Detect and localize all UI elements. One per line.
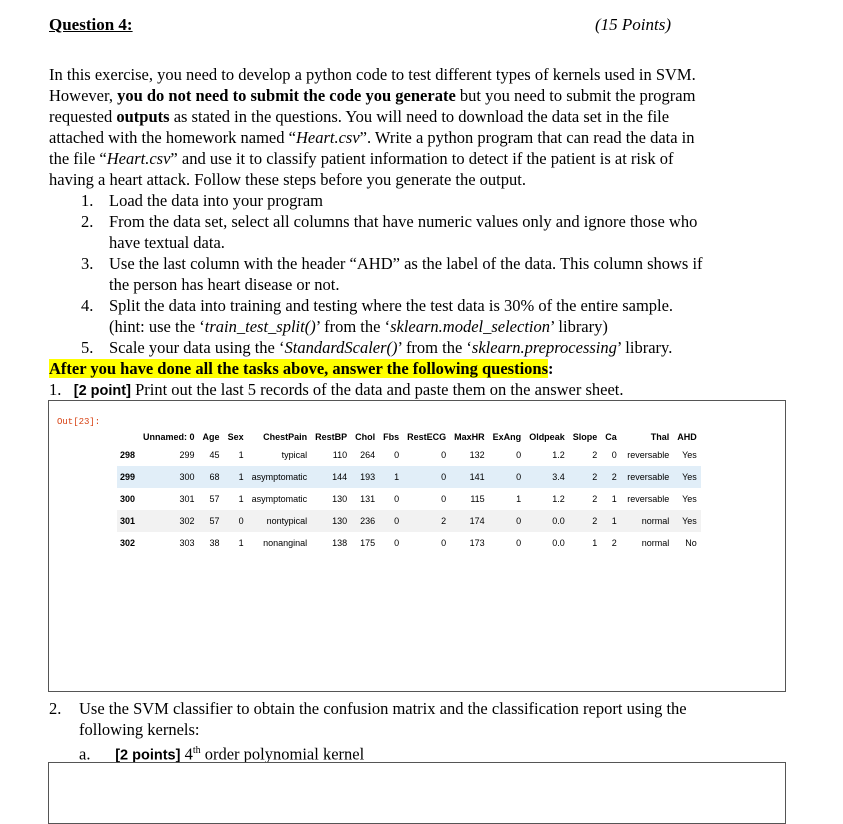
table-cell: Yes xyxy=(673,510,701,532)
table-cell: Yes xyxy=(673,466,701,488)
table-cell: 302 xyxy=(120,538,136,548)
table-cell: reversable xyxy=(621,466,674,488)
table-cell: 131 xyxy=(360,494,376,504)
table-cell: 301 xyxy=(117,510,139,532)
table-cell: 300 xyxy=(139,466,199,488)
intro-line: However, you do not need to submit the code you generate but you need to submit the program xyxy=(49,86,696,105)
table-cell: 0 xyxy=(441,538,447,548)
table-cell: 1 xyxy=(238,494,244,504)
table-cell: 0 xyxy=(489,466,526,488)
table-cell: 68 xyxy=(199,466,224,488)
table-cell: 45 xyxy=(209,450,220,460)
table-cell: nontypical xyxy=(248,510,312,532)
intro-paragraph xyxy=(49,64,784,190)
table-cell: 130 xyxy=(332,494,348,504)
question-1: 1. [2 point] Print out the last 5 records of the data and paste them on the answer sheet. xyxy=(49,380,624,399)
table-cell: reversable xyxy=(627,450,670,460)
table-header: RestECG xyxy=(407,432,447,442)
table-cell: normal xyxy=(641,538,670,548)
table-cell: 130 xyxy=(311,510,351,532)
intro-line: requested outputs as stated in the questions. You will need to download the data set in the file xyxy=(49,107,670,126)
table-header: Sex xyxy=(227,432,244,442)
question-2: 2. Use the SVM classifier to obtain the confusion matrix and the classification report using the xyxy=(49,699,687,718)
table-cell: 1.2 xyxy=(552,494,565,504)
table-cell: 110 xyxy=(332,450,348,460)
table-row xyxy=(117,466,701,488)
table-header: Slope xyxy=(572,432,598,442)
table-cell: 298 xyxy=(120,450,136,460)
table-cell: normal xyxy=(621,510,674,532)
table-cell: 2 xyxy=(569,510,602,532)
table-cell: 2 xyxy=(403,510,450,532)
table-cell: 0 xyxy=(379,510,403,532)
table-cell: No xyxy=(685,538,697,548)
table-header: Oldpeak xyxy=(529,432,565,442)
table-cell: 0 xyxy=(224,510,248,532)
table-cell: 3.4 xyxy=(525,466,569,488)
table-cell: 1.2 xyxy=(552,450,565,460)
table-cell: 0.0 xyxy=(552,538,565,548)
table-cell: 264 xyxy=(360,450,376,460)
table-cell: 132 xyxy=(469,450,485,460)
question-title: Question 4: xyxy=(49,15,133,34)
table-row xyxy=(117,444,701,466)
table-cell: 1 xyxy=(379,466,403,488)
table-header: Unnamed: 0 xyxy=(143,432,195,442)
table-cell: 38 xyxy=(209,538,220,548)
table-header: Thal xyxy=(650,432,670,442)
table-cell: 0 xyxy=(611,450,617,460)
table-cell: 57 xyxy=(199,510,224,532)
table-cell: 236 xyxy=(351,510,379,532)
table-cell: 0 xyxy=(394,450,400,460)
table-cell: 299 xyxy=(117,466,139,488)
table-cell: 144 xyxy=(311,466,351,488)
table-cell: 1 xyxy=(238,450,244,460)
table-cell: Yes xyxy=(682,494,697,504)
table-cell: 141 xyxy=(450,466,489,488)
table-cell: 0 xyxy=(516,450,522,460)
table-header xyxy=(117,430,139,444)
table-cell: 193 xyxy=(351,466,379,488)
table-cell: 2 xyxy=(569,466,602,488)
table-cell: 115 xyxy=(470,494,485,504)
table-cell: 1 xyxy=(238,538,244,548)
table-cell: 2 xyxy=(592,450,598,460)
table-cell: 299 xyxy=(179,450,195,460)
table-header: RestBP xyxy=(315,432,348,442)
table-cell: 1 xyxy=(611,494,617,504)
table-cell: 302 xyxy=(139,510,199,532)
table-cell: 1 xyxy=(224,466,248,488)
table-cell: 1 xyxy=(516,494,522,504)
table-cell: 0 xyxy=(394,538,400,548)
table-cell: Yes xyxy=(682,450,697,460)
table-cell: reversable xyxy=(627,494,670,504)
table-row xyxy=(117,488,701,510)
output-prompt: Out[23]: xyxy=(57,417,101,427)
table-cell: 57 xyxy=(209,494,220,504)
table-cell: 1 xyxy=(601,510,621,532)
table-cell: 303 xyxy=(179,538,195,548)
table-cell: typical xyxy=(281,450,308,460)
table-cell: 175 xyxy=(360,538,376,548)
table-cell: 0 xyxy=(403,466,450,488)
table-cell: 0 xyxy=(441,494,447,504)
question-2a: a. [2 points] 4th order polynomial kernel xyxy=(79,744,365,764)
table-header-row xyxy=(117,430,701,444)
question-2-continued: following kernels: xyxy=(79,720,200,739)
table-header: ChestPain xyxy=(263,432,308,442)
question-points: (15 Points) xyxy=(595,15,672,34)
table-cell: 2 xyxy=(611,538,617,548)
table-cell: asymptomatic xyxy=(251,494,308,504)
table-cell: 301 xyxy=(179,494,195,504)
table-cell: 174 xyxy=(450,510,489,532)
table-row xyxy=(117,510,701,532)
table-cell: 1 xyxy=(592,538,598,548)
table-row xyxy=(117,532,701,554)
table-cell: 300 xyxy=(120,494,136,504)
table-header: Fbs xyxy=(383,432,400,442)
table-cell: 0 xyxy=(441,450,447,460)
table-cell: 173 xyxy=(469,538,485,548)
table-cell: 0.0 xyxy=(525,510,569,532)
table-cell: 0 xyxy=(394,494,400,504)
answer-box-2 xyxy=(48,762,786,824)
intro-line: having a heart attack. Follow these steps before you generate the output. xyxy=(49,170,526,189)
intro-line: the file “Heart.csv” and use it to classify patient information to detect if the patient is at risk of xyxy=(49,149,674,168)
table-header: Age xyxy=(202,432,220,442)
table-cell: 2 xyxy=(601,466,621,488)
table-cell: asymptomatic xyxy=(248,466,312,488)
table-header: Ca xyxy=(605,432,617,442)
table-header: AHD xyxy=(677,432,697,442)
instructions-heading: After you have done all the tasks above, answer the following questions: xyxy=(49,359,554,378)
table-header: Chol xyxy=(355,432,376,442)
table-header: ExAng xyxy=(492,432,522,442)
table-cell: nonanginal xyxy=(263,538,308,548)
intro-line: In this exercise, you need to develop a python code to test different types of kernels used in SVM. xyxy=(49,65,696,84)
table-header: MaxHR xyxy=(454,432,485,442)
table-cell: 2 xyxy=(592,494,598,504)
table-cell: 138 xyxy=(332,538,348,548)
data-table xyxy=(117,430,701,554)
intro-line: attached with the homework named “Heart.csv”. Write a python program that can read the data in xyxy=(49,128,695,147)
table-cell: 0 xyxy=(489,510,526,532)
table-cell: 0 xyxy=(516,538,522,548)
